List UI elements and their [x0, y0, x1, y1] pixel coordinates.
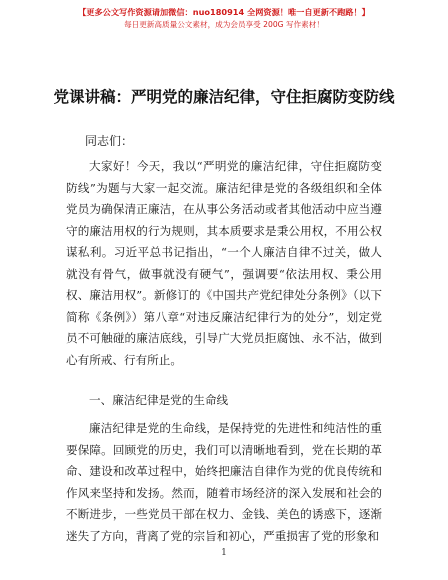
paragraph-intro: 大家好！今天，我以“严明党的廉洁纪律，守住拒腐防变防线”为题与大家一起交流。廉洁纪律是党的各级组织和全体党员为确保清正廉洁，在从事公务活动或者其他活动中应当遵守的廉洁用权的行为规则，其本质要求是秉公用权，不用公权谋私利。习近平总书记指出，“一个人廉洁自律不过关，做人就没有骨气，做事就没有硬气”，强调要“依法用权、秉公用权、廉洁用权”。新修订的《中国共产党纪律处分条例》（以下简称《条例》）第八章“对违反廉洁纪律行为的处分”，划定党员不可触碰的廉洁底线，引导广大党员拒腐蚀、永不沾，做到心有所戒、行有所止。 [66, 159, 382, 367]
paragraph-section-1: 廉洁纪律是党的生命线，是保持党的先进性和纯洁性的重要保障。回顾党的历史，我们可以清晰地看到，党在长期的革命、建设和改革过程中，始终把廉洁自律作为党的优良传统和作风来坚持和发扬。然而，随着市场经济的深入发展和社会的不断进步，一些党员干部在权力、金钱、美色的诱惑下，逐渐迷失了方向，背离了党的宗旨和初心，严重损害了党的形象和 [66, 421, 382, 543]
greeting: 同志们： [85, 134, 134, 148]
page-number: 1 [221, 548, 227, 558]
promo-banner [0, 6, 448, 31]
section-heading: 一、廉洁纪律是党的生命线 [89, 393, 229, 407]
promo-line-1: 【更多公文写作资源请加微信：nuo180914 全网资源！唯一自更新不跑路！】 [78, 7, 370, 17]
document-title: 党课讲稿：严明党的廉洁纪律，守住拒腐防变防线 [53, 88, 395, 106]
promo-line-2: 每日更新高质量公文素材，成为会员享受 200G 写作素材！ [124, 20, 324, 29]
